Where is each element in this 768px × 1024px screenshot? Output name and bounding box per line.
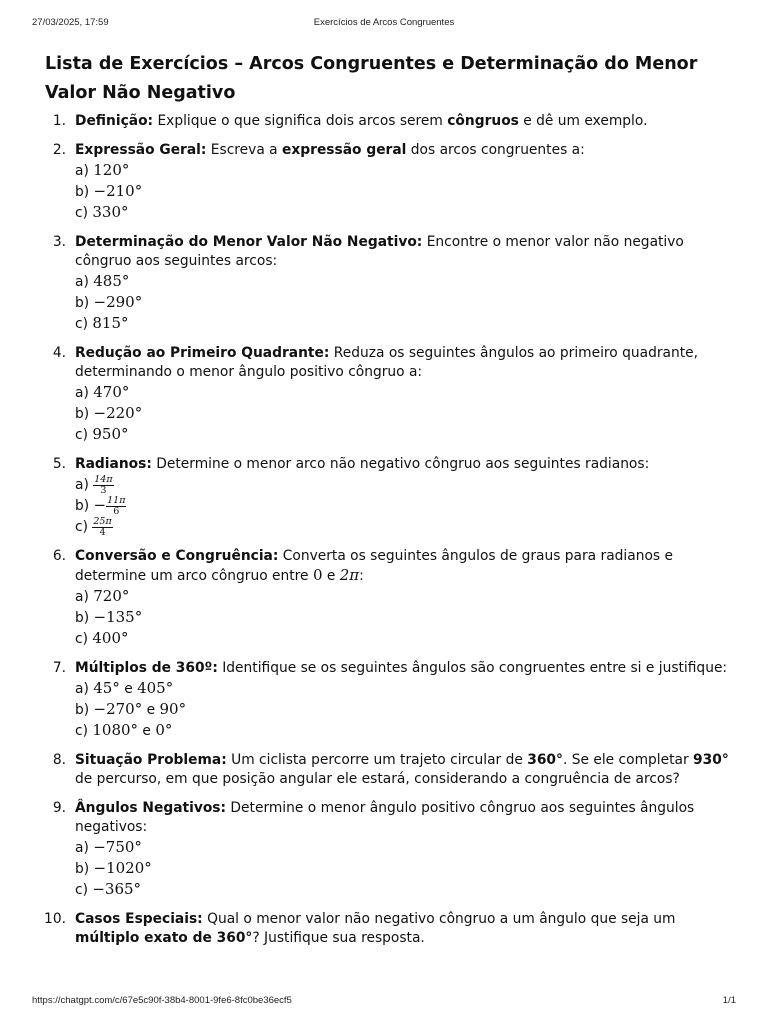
option-a: a) 120° bbox=[75, 161, 130, 179]
math-value: 2π bbox=[339, 566, 360, 584]
source-url: https://chatgpt.com/c/67e5c90f-38b4-8001-9fe6-8fc0be36ecf5 bbox=[32, 995, 292, 1006]
option-b: b) −270° e 90° bbox=[75, 700, 187, 718]
item-text: Determine o menor ângulo positivo côngruo aos seguintes ângulos negativos: bbox=[75, 800, 695, 835]
option-a: a) 45° e 405° bbox=[75, 679, 174, 697]
item-label: Situação Problema: bbox=[75, 752, 227, 768]
item-number: 5. bbox=[52, 456, 66, 472]
item-label: Redução ao Primeiro Quadrante: bbox=[75, 345, 330, 361]
print-datetime: 27/03/2025, 17:59 bbox=[32, 17, 109, 28]
item-label: Múltiplos de 360º: bbox=[75, 660, 218, 676]
exercise-item bbox=[0, 455, 740, 537]
fraction: $\frac{14\pi}{3}$ bbox=[94, 473, 113, 496]
exercise-item bbox=[0, 112, 740, 131]
math-value: −135° bbox=[93, 608, 143, 626]
item-number: 7. bbox=[52, 660, 66, 676]
option-b: b) −220° bbox=[75, 404, 143, 422]
item-number: 4. bbox=[52, 345, 66, 361]
item-description bbox=[75, 800, 694, 835]
math-value: −220° bbox=[93, 404, 143, 422]
item-description bbox=[75, 911, 675, 946]
item-text: ? Justifique sua resposta. bbox=[252, 930, 425, 946]
item-emphasis: múltiplo exato de 360° bbox=[75, 930, 253, 946]
item-label: Casos Especiais: bbox=[75, 911, 203, 927]
item-number: 2. bbox=[52, 142, 66, 158]
item-label: Conversão e Congruência: bbox=[75, 548, 279, 564]
item-text: Reduza os seguintes ângulos ao primeiro quadrante, determinando o menor ângulo positivo côngruo a: bbox=[75, 345, 698, 380]
item-text: : bbox=[359, 568, 364, 584]
item-label: Ângulos Negativos: bbox=[75, 800, 227, 816]
exercise-item bbox=[0, 141, 740, 223]
option-c: c) 815° bbox=[75, 314, 129, 332]
fraction: $\frac{25\pi}{4}$ bbox=[93, 515, 112, 538]
item-number: 10. bbox=[44, 911, 66, 927]
math-value: 120° bbox=[93, 161, 130, 179]
option-c: c) 950° bbox=[75, 425, 129, 443]
item-text: Explique o que significa dois arcos serem bbox=[153, 113, 448, 129]
item-description bbox=[75, 660, 727, 676]
math-value: 485° bbox=[93, 272, 130, 290]
math-value: −1020° bbox=[93, 859, 152, 877]
option-a: a) 485° bbox=[75, 272, 130, 290]
math-value: 950° bbox=[92, 425, 129, 443]
exercise-item bbox=[0, 799, 740, 900]
item-number: 9. bbox=[52, 800, 66, 816]
item-description bbox=[75, 548, 673, 584]
item-description bbox=[75, 113, 647, 129]
item-label: Definição: bbox=[75, 113, 154, 129]
option-c: c) 1080° e 0° bbox=[75, 721, 173, 739]
exercise-item bbox=[0, 659, 740, 741]
item-text: Converta os seguintes ângulos de graus para radianos e determine um arco côngruo entre bbox=[75, 548, 673, 584]
exercise-item bbox=[0, 751, 740, 789]
option-a: a) 470° bbox=[75, 383, 130, 401]
item-description bbox=[75, 234, 684, 269]
item-label: Determinação do Menor Valor Não Negativo: bbox=[75, 234, 423, 250]
item-emphasis: 360° bbox=[527, 752, 563, 768]
item-text: e dê um exemplo. bbox=[518, 113, 648, 129]
math-value: 470° bbox=[93, 383, 130, 401]
option-b: b) −290° bbox=[75, 293, 143, 311]
option-a: a) −750° bbox=[75, 838, 142, 856]
option-a: a) 720° bbox=[75, 587, 130, 605]
math-value: 720° bbox=[93, 587, 130, 605]
item-description bbox=[75, 456, 649, 472]
option-a: a) $\frac{14\pi}{3}$ bbox=[75, 473, 113, 496]
option-c: c) 400° bbox=[75, 629, 129, 647]
math-value: 815° bbox=[92, 314, 129, 332]
item-label: Expressão Geral: bbox=[75, 142, 207, 158]
item-description bbox=[75, 752, 729, 787]
item-text: Qual o menor valor não negativo côngruo a um ângulo que seja um bbox=[202, 911, 676, 927]
option-b: b) −135° bbox=[75, 608, 143, 626]
print-footer bbox=[32, 995, 736, 1009]
item-number: 8. bbox=[52, 752, 66, 768]
item-number: 6. bbox=[52, 548, 66, 564]
item-number: 3. bbox=[52, 234, 66, 250]
item-text: Encontre o menor valor não negativo côngruo aos seguintes arcos: bbox=[75, 234, 684, 269]
item-text: dos arcos congruentes a: bbox=[406, 142, 585, 158]
option-b: b) −1020° bbox=[75, 859, 152, 877]
page-number: 1/1 bbox=[722, 995, 736, 1006]
option-c: c) $\frac{25\pi}{4}$ bbox=[75, 515, 112, 538]
exercise-item bbox=[0, 344, 740, 445]
print-title: Exercícios de Arcos Congruentes bbox=[313, 17, 455, 28]
fraction: $\frac{11\pi}{6}$ bbox=[107, 494, 126, 517]
item-text: Um ciclista percorre um trajeto circular de bbox=[226, 752, 528, 768]
math-value: 0 bbox=[312, 566, 323, 584]
math-value: 400° bbox=[92, 629, 129, 647]
option-b: b) − $\frac{11\pi}{6}$ bbox=[75, 494, 126, 517]
item-number: 1. bbox=[52, 113, 66, 129]
item-text: e bbox=[322, 568, 340, 584]
item-text: de percurso, em que posição angular ele estará, considerando a congruência de arcos? bbox=[75, 771, 680, 787]
math-value: −210° bbox=[93, 182, 143, 200]
item-emphasis: expressão geral bbox=[282, 142, 407, 158]
exercise-item bbox=[0, 547, 740, 649]
exercise-item bbox=[0, 233, 740, 334]
item-description bbox=[75, 142, 585, 158]
item-text: Identifique se os seguintes ângulos são congruentes entre si e justifique: bbox=[217, 660, 728, 676]
item-text: Escreva a bbox=[206, 142, 283, 158]
option-c: c) 330° bbox=[75, 203, 129, 221]
math-value: 330° bbox=[92, 203, 129, 221]
math-value: −365° bbox=[92, 880, 142, 898]
print-header bbox=[32, 17, 736, 31]
item-emphasis: côngruos bbox=[447, 113, 519, 129]
math-value: −750° bbox=[93, 838, 142, 856]
item-emphasis: 930° bbox=[693, 752, 729, 768]
option-b: b) −210° bbox=[75, 182, 143, 200]
exercise-list bbox=[0, 112, 740, 958]
item-label: Radianos: bbox=[75, 456, 152, 472]
item-text: . Se ele completar bbox=[562, 752, 694, 768]
page-title: Lista de Exercícios – Arcos Congruentes e Determinação do Menor Valor Não Negativo bbox=[45, 54, 698, 103]
exercise-item bbox=[0, 910, 740, 948]
item-description bbox=[75, 345, 698, 380]
math-value: −290° bbox=[93, 293, 143, 311]
option-c: c) −365° bbox=[75, 880, 142, 898]
item-text: Determine o menor arco não negativo côngruo aos seguintes radianos: bbox=[151, 456, 650, 472]
